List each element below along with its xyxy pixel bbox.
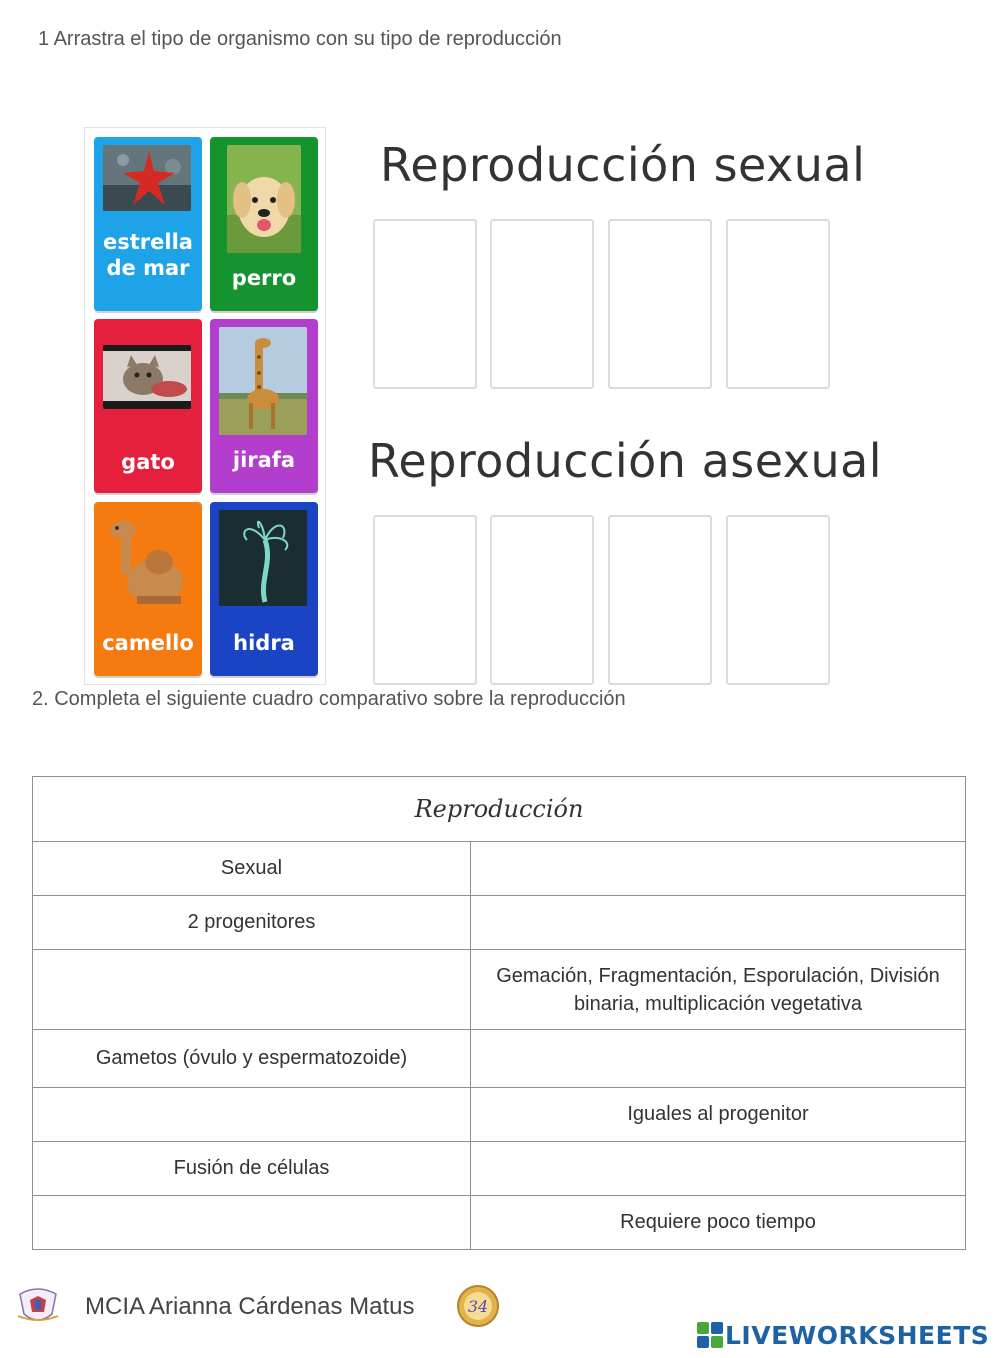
table-cell: Sexual [33,842,471,896]
answer-cell[interactable] [33,1196,471,1250]
table-cell: Iguales al progenitor [471,1088,966,1142]
table-header: Reproducción [33,777,966,842]
card-label: camello [102,631,194,655]
cat-photo-icon [103,345,191,409]
card-perro[interactable] [210,137,318,311]
table-cell: Requiere poco tiempo [471,1196,966,1250]
anniversary-badge-icon [455,1283,501,1329]
dropzone-sexual-4[interactable] [726,219,830,389]
table-cell: Gametos (óvulo y espermatozoide) [33,1030,471,1088]
school-crest-icon [16,1286,60,1326]
hydra-photo-icon [219,510,307,606]
table-cell: 2 progenitores [33,896,471,950]
table-row [33,1030,966,1088]
card-hidra[interactable] [210,502,318,676]
answer-cell[interactable] [33,1088,471,1142]
camel-photo-icon [103,510,191,620]
answer-cell[interactable] [33,950,471,1030]
table-row [33,1142,966,1196]
starfish-photo-icon [103,145,191,211]
card-estrella-de-mar[interactable] [94,137,202,311]
answer-cell[interactable] [471,1030,966,1088]
dropzone-sexual-3[interactable] [608,219,712,389]
dropzone-asexual-2[interactable] [490,515,594,685]
badge-number: 34 [467,1297,489,1316]
card-label: estrella de mar [103,230,193,280]
dropzone-asexual-4[interactable] [726,515,830,685]
card-label: gato [121,450,175,474]
question-1-title: 1 Arrastra el tipo de organismo con su tipo de reproducción [38,28,562,50]
answer-cell[interactable] [471,896,966,950]
giraffe-photo-icon [219,327,307,435]
liveworksheets-brand [697,1320,989,1350]
table-row [33,1088,966,1142]
liveworksheets-logo-icon [697,1322,723,1348]
table-row [33,950,966,1030]
dog-photo-icon [227,145,301,253]
question-2-title: 2. Completa el siguiente cuadro comparativo sobre la reproducción [32,688,626,710]
heading-asexual: Reproducción asexual [368,434,883,488]
brand-text: LIVEWORKSHEETS [725,1320,990,1350]
table-row [33,896,966,950]
dropzone-sexual-2[interactable] [490,219,594,389]
card-gato[interactable] [94,319,202,493]
dropzone-sexual-1[interactable] [373,219,477,389]
dropzone-asexual-3[interactable] [608,515,712,685]
card-bank [84,127,326,685]
author-name: MCIA Arianna Cárdenas Matus [85,1293,415,1320]
card-label: jirafa [232,448,296,472]
heading-sexual: Reproducción sexual [380,138,866,192]
answer-cell[interactable] [471,842,966,896]
table-row [33,1196,966,1250]
table-row [33,842,966,896]
card-jirafa[interactable] [210,319,318,493]
answer-cell[interactable] [471,1142,966,1196]
card-camello[interactable] [94,502,202,676]
card-label: perro [231,266,297,290]
comparison-table [32,776,966,1250]
card-label: hidra [233,631,295,655]
table-cell: Fusión de células [33,1142,471,1196]
table-cell: Gemación, Fragmentación, Esporulación, División binaria, multiplicación vegetativa [471,950,966,1030]
dropzone-asexual-1[interactable] [373,515,477,685]
